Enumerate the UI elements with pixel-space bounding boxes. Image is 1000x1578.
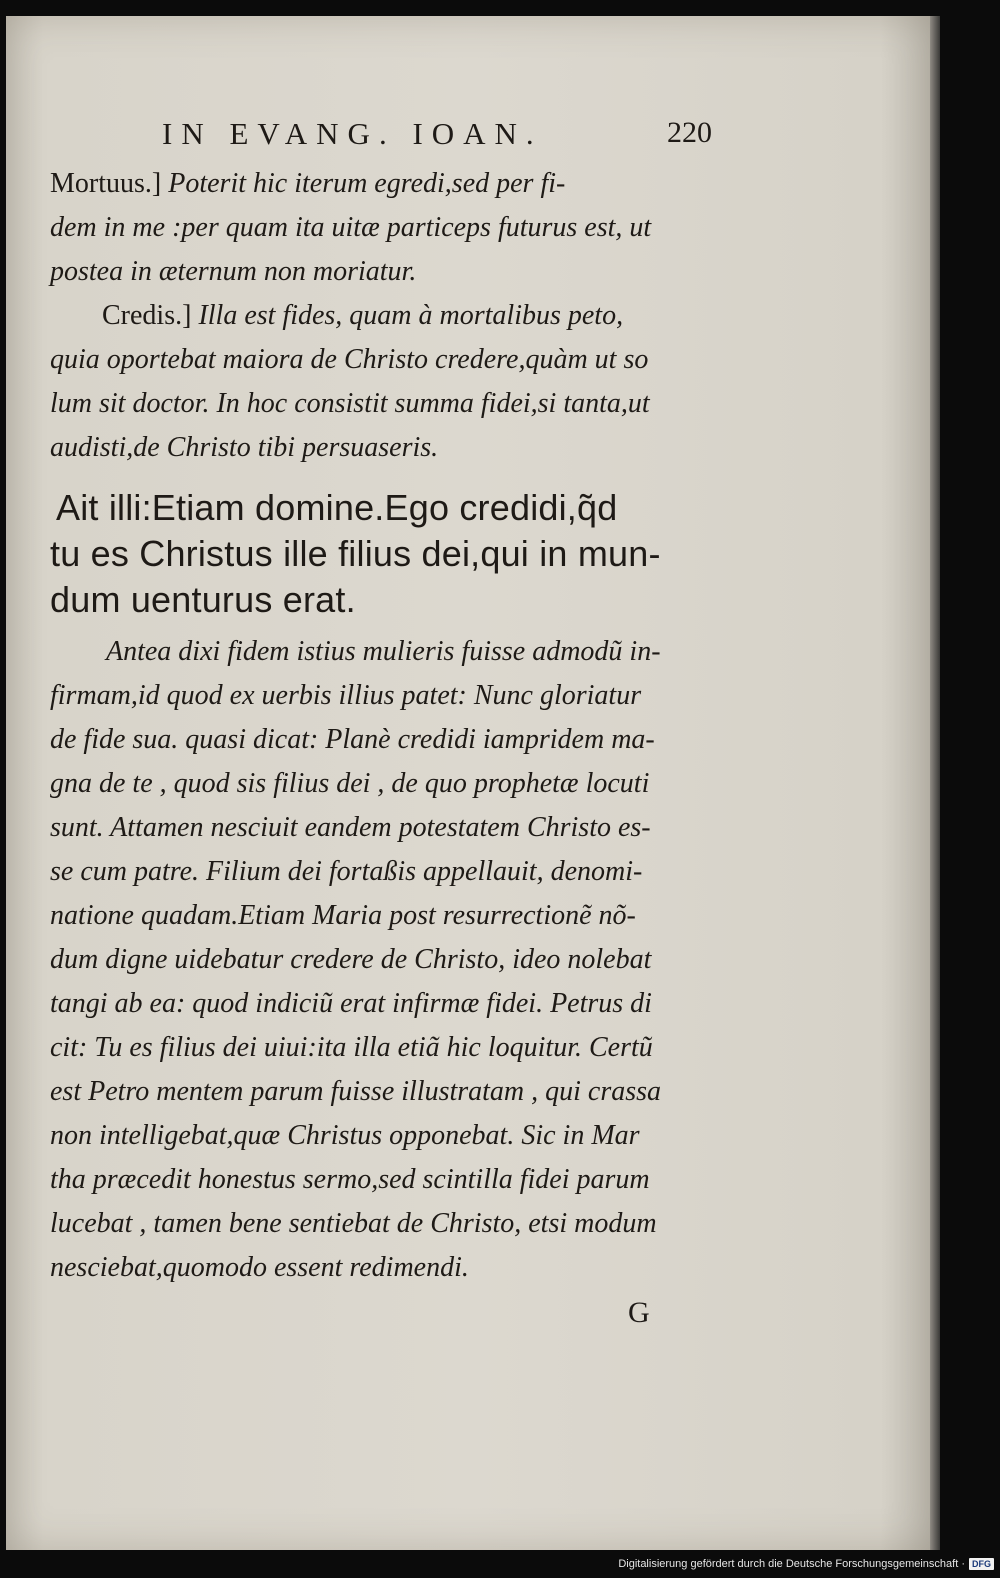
book-page <box>6 16 936 1550</box>
text-segment: Illa est fides, quam à mortalibus peto, <box>198 300 624 331</box>
text-line: se cum patre. Filium dei fortaßis appellauit, denomi- <box>50 856 643 887</box>
text-line: dum digne uidebatur credere de Christo, ideo nolebat <box>50 944 652 975</box>
signature-mark: G <box>628 1296 650 1329</box>
text-line: Antea dixi fidem istius mulieris fuisse admodũ in- <box>106 636 661 667</box>
lemma: Mortuus.] <box>50 168 162 199</box>
text-line: quia oportebat maiora de Christo credere,quàm ut so <box>50 344 649 375</box>
text-line: tha præcedit honestus sermo,sed scintilla fidei parum <box>50 1164 650 1195</box>
dfg-logo-icon: DFG <box>969 1558 994 1570</box>
text-line: natione quadam.Etiam Maria post resurrectionẽ nõ- <box>50 900 636 931</box>
text-line: postea in æternum non moriatur. <box>50 256 417 287</box>
lemma: Credis.] <box>102 300 192 331</box>
page-header <box>162 116 722 156</box>
verse-line: Ait illi:Etiam domine.Ego credidi,q̃d <box>56 487 618 528</box>
text-line: gna de te , quod sis filius dei , de quo prophetæ locuti <box>50 768 650 799</box>
text-line: firmam,id quod ex uerbis illius patet: Nunc gloriatur <box>50 680 642 711</box>
text-line: audisti,de Christo tibi persuaseris. <box>50 432 439 463</box>
page-number: 220 <box>667 116 712 149</box>
text-line: tangi ab ea: quod indiciũ erat infirmæ fidei. Petrus di <box>50 988 652 1019</box>
text-line: nesciebat,quomodo essent redimendi. <box>50 1252 469 1283</box>
running-title: IN EVANG. IOAN. <box>162 116 543 151</box>
text-line: est Petro mentem parum fuisse illustratam , qui crassa <box>50 1076 662 1107</box>
text-segment: Poterit hic iterum egredi,sed per fi- <box>168 168 566 199</box>
text-line <box>50 170 565 198</box>
verse-line: dum uenturus erat. <box>50 579 356 620</box>
text-line: cit: Tu es filius dei uiui:ita illa etiã hic loquitur. Certũ <box>50 1032 653 1063</box>
page-edge <box>930 16 940 1550</box>
digitization-credit <box>618 1556 994 1572</box>
text-line: dem in me :per quam ita uitæ particeps futurus est, ut <box>50 212 652 243</box>
text-line <box>50 302 623 330</box>
verse-line: tu es Christus ille filius dei,qui in mun- <box>50 533 661 574</box>
text-line: lucebat , tamen bene sentiebat de Christo, etsi modum <box>50 1208 657 1239</box>
text-line: de fide sua. quasi dicat: Planè credidi iampridem ma- <box>50 724 655 755</box>
credit-text: Digitalisierung gefördert durch die Deutsche Forschungsgemeinschaft · <box>618 1558 965 1570</box>
text-line: non intelligebat,quæ Christus opponebat. Sic in Mar <box>50 1120 640 1151</box>
text-line: lum sit doctor. In hoc consistit summa fidei,si tanta,ut <box>50 388 650 419</box>
text-line: sunt. Attamen nesciuit eandem potestatem Christo es- <box>50 812 651 843</box>
